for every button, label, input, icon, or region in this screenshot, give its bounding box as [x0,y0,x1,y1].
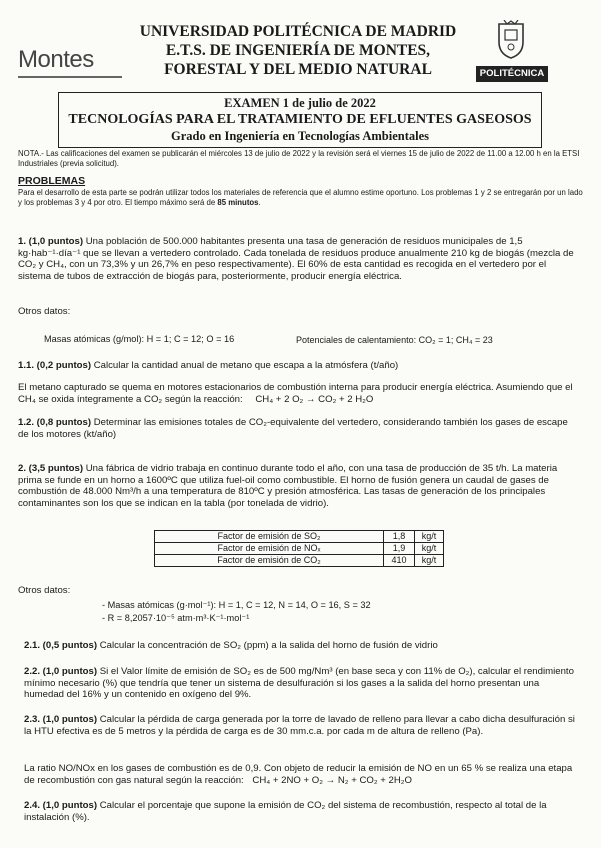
degree-title: Grado en Ingeniería en Tecnologías Ambientales [170,129,429,143]
emission-factors-table [154,530,444,567]
table-cell-label: Factor de emisión de SO₂ [155,531,384,543]
exam-title-box [58,92,542,148]
exam-date: EXAMEN 1 de julio de 2022 [224,96,376,110]
question-2-1-points: 2.1. (0,5 puntos) [24,640,98,651]
problem-1-points: 1. (1,0 puntos) [18,236,84,247]
question-2-4-points: 2.4. (1,0 puntos) [24,800,98,811]
gas-constant: - R = 8,2057·10⁻⁵ atm·m³·K⁻¹·mol⁻¹ [102,613,250,623]
problem-1-atomic-masses: Masas atómicas (g/mol): H = 1; C = 12; O = 16 [44,334,235,344]
table-row [155,555,444,567]
problem-2-points: 2. (3,5 puntos) [18,463,84,474]
nox-ratio-statement: La ratio NO/NOx en los gases de combustión es de 0,9. Con objeto de reducir la emisión de NO en un 65 % se realiza una etapa de recombustión con gas natural según la reacción: [24,763,573,786]
montes-logo [14,38,122,78]
problem-1-other-label: Otros datos: [18,306,71,317]
problem-2-atomic-masses: - Masas atómicas (g·mol⁻¹): H = 1, C = 12, N = 14, O = 16, S = 32 [102,600,371,610]
problem-2-other-label: Otros datos: [18,585,71,596]
problems-intro-text: Para el desarrollo de esta parte se podrán utilizar todos los materiales de referencia que el alumno estime oportuno. Los problemas 1 y 2 se entregarán por un lado y los problemas 3 y 4 por otro. El tiempo máximo será de [18,188,583,207]
university-line-3: FORESTAL Y DEL MEDIO NATURAL [164,61,432,78]
problems-heading: PROBLEMAS [18,175,86,187]
table-cell-label: Factor de emisión de NOₓ [155,543,384,555]
upm-logo [474,20,550,88]
methane-reaction: CH₄ + 2 O₂ → CO₂ + 2 H₂O [255,393,374,405]
problems-intro: Para el desarrollo de esta parte se podrán utilizar todos los materiales de referencia que el alumno estime oportuno. Los problemas 1 y 2 se entregarán por un lado y los problemas 3 y 4 por otro. El tiempo máximo será de 85 minutos. [18,188,583,207]
university-header [128,22,468,79]
politecnica-badge: POLITÉCNICA [476,66,548,82]
question-1-2-points: 1.2. (0,8 puntos) [18,417,92,428]
question-2-1 [24,640,580,652]
table-cell-value: 410 [384,555,415,567]
course-title: TECNOLOGÍAS PARA EL TRATAMIENTO DE EFLUENTES GASEOSOS [68,112,532,127]
table-cell-unit: kg/t [415,543,444,555]
table-cell-value: 1,9 [384,543,415,555]
nox-ratio-text [24,763,580,786]
question-2-3-text: Calcular la pérdida de carga generada por la torre de lavado de relleno para llevar a cabo dicha desulfuración si la HTU efectiva es de 5 metros y la pérdida de carga es de 30 mm.c.a. por cada m de altura de relleno (Pa). [24,714,575,737]
question-2-2-text: Si el Valor límite de emisión de SO₂ es de 500 mg/Nm³ (en base seca y con 11% de O₂), calcular el rendimiento mínimo necesario (%) que tendría que tener un sistema de desulfuración si los gases a la salida del horno presentan una humedad del 16% y un contenido en oxígeno del 9%. [24,666,574,701]
exam-note: NOTA.- Las calificaciones del examen se publicarán el miércoles 13 de julio de 2022 y la revisión será el viernes 15 de julio de 2022 de 11.00 a 12.00 h en la ETSI Industriales (previa solicitud). [18,149,580,168]
methane-combustion-statement: El metano capturado se quema en motores estacionarios de combustión interna para producir energía eléctrica. Asumiendo que el CH₄ se oxida íntegramente a CO₂ según la reacción: [18,382,573,405]
question-2-3 [24,714,580,737]
problems-intro-time: 85 minutos [217,197,259,207]
problem-1-statement [18,236,578,282]
problem-2-text: Una fábrica de vidrio trabaja en continuo durante todo el año, con una tasa de producción de 35 t/h. La materia prima se funde en un horno a 1600ºC que utiliza fuel-oil como combustible. El horno de fusión genera un caudal de gases de combustión de 48.000 Nm³/h a una temperatura de 810ºC y presión atmosférica. Las tasas de generación de los principales contaminantes son los que se indican en la tabla (por tonelada de vidrio). [18,463,558,509]
table-row [155,531,444,543]
methane-combustion-text [18,382,580,405]
crest-icon [496,20,526,60]
question-2-1-text: Calcular la concentración de SO₂ (ppm) a la salida del horno de fusión de vidrio [99,640,438,651]
problem-1-text: Una población de 500.000 habitantes presenta una tasa de generación de residuos municipales de 1,5 kg·hab⁻¹·día⁻¹ que se llevan a vertedero controlado. Cada tonelada de residuos produce anualmente 210 kg de biogás (mezcla de CO₂ y CH₄, con un 73,3% y un 26,7% en peso respectivamente). El 60% de esta cantidad es recogida en el vertedero por el sistema de tubos de extracción de biogás para, posteriormente, producir energía eléctrica. [18,236,574,282]
question-2-3-points: 2.3. (1,0 puntos) [24,714,98,725]
table-cell-unit: kg/t [415,531,444,543]
table-cell-unit: kg/t [415,555,444,567]
question-1-2-text: Determinar las emisiones totales de CO₂-equivalente del vertedero, considerando también los gases de escape de los motores (kt/año) [18,417,568,440]
problem-1-warming-potentials: Potenciales de calentamiento: CO₂ = 1; CH₄ = 23 [296,335,493,345]
question-2-4 [24,800,580,823]
question-1-1-text: Calcular la cantidad anual de metano que escapa a la atmósfera (t/año) [93,360,399,371]
table-cell-label: Factor de emisión de CO₂ [155,555,384,567]
problem-2-statement [18,463,578,509]
question-2-2-points: 2.2. (1,0 puntos) [24,666,98,677]
montes-logo-underline [18,76,122,78]
question-1-2 [18,417,578,440]
question-2-4-text: Calcular el porcentaje que supone la emisión de CO₂ del sistema de recombustión, respecto al total de la instalación (%). [24,800,547,823]
university-line-2: E.T.S. DE INGENIERÍA DE MONTES, [165,42,431,59]
question-2-2 [24,666,580,701]
question-1-1-points: 1.1. (0,2 puntos) [18,360,92,371]
montes-logo-text: Montes [18,46,94,73]
table-cell-value: 1,8 [384,531,415,543]
question-1-1 [18,360,578,372]
table-row [155,543,444,555]
recombustion-reaction: CH₄ + 2NO + O₂ → N₂ + CO₂ + 2H₂O [252,774,412,786]
university-line-1: UNIVERSIDAD POLITÉCNICA DE MADRID [139,23,457,40]
